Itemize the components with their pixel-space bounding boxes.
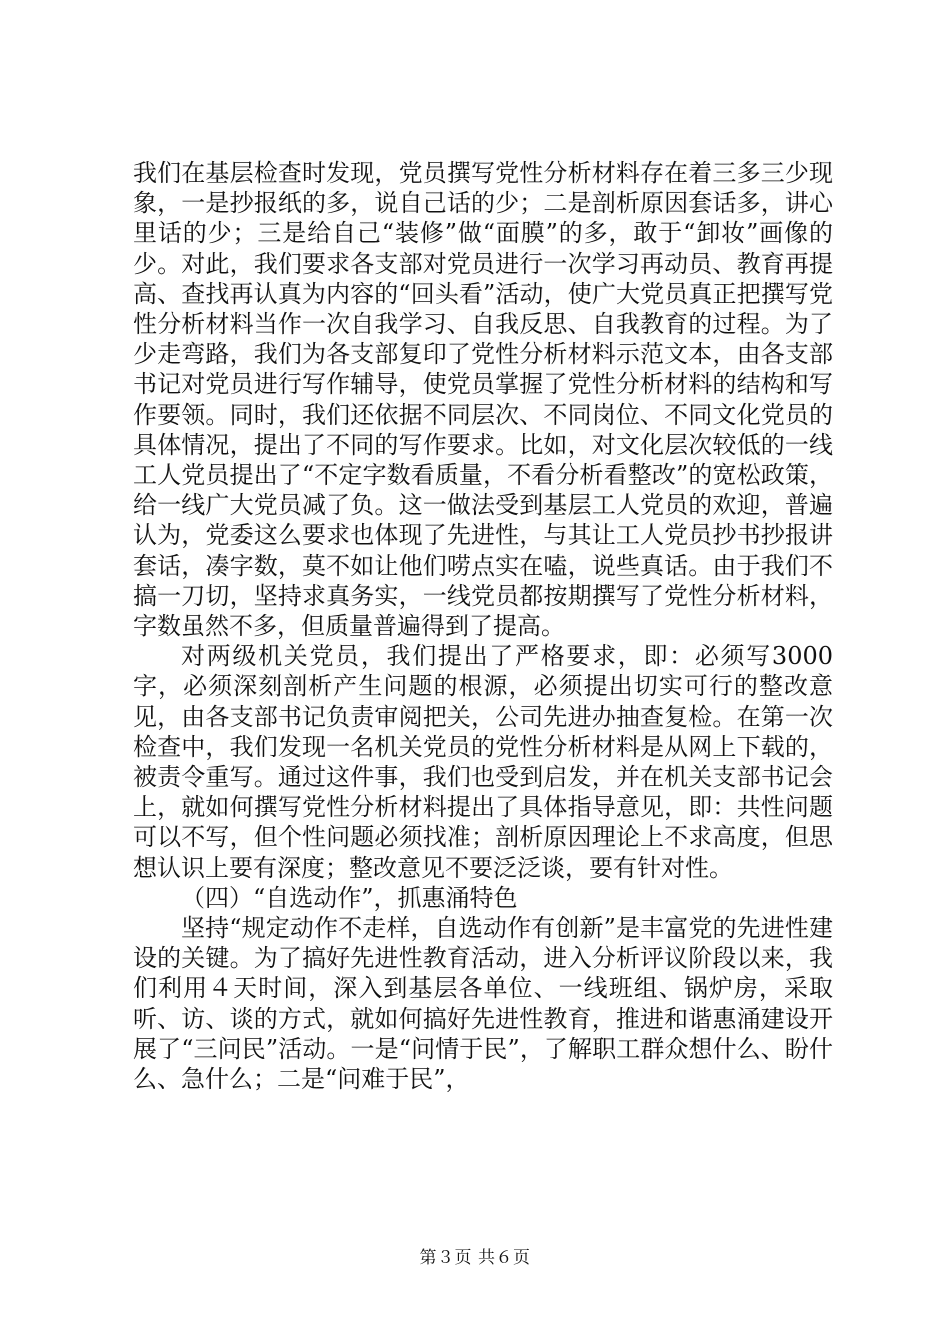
section-heading: （四）“自选动作”，抓惠涌特色: [181, 883, 518, 912]
paragraph-optional-actions: 坚持“规定动作不走样，自选动作有创新”是丰富党的先进性建设的关键。为了搞好先进性教育活动，进入分析评议阶段以来，我们利用４天时间，深入到基层各单位、一线班组、锅炉房，采取听、访、谈的方式，就如何搞好先进性教育，推进和谐惠涌建设开展了“三问民”活动。一是“问情于民”，了解职工群众想什么、盼什么、急什么；二是“问难于民”，: [133, 914, 833, 1094]
page-footer: 第３页 共６页: [419, 1248, 531, 1268]
paragraph-organ-members: 对两级机关党员，我们提出了严格要求，即：必须写3000字，必须深刻剖析产生问题的根源，必须提出切实可行的整改意见，由各支部书记负责审阅把关，公司先进办抽查复检。在第一次检查中，我们发现一名机关党员的党性分析材料是从网上下载的，被责令重写。通过这件事，我们也受到启发，并在机关支部书记会上，就如何撰写党性分析材料提出了具体指导意见，即：共性问题可以不写，但个性问题必须找准；剖析原因理论上不求高度，但思想认识上要有深度；整改意见不要泛泛谈，要有针对性。: [133, 642, 833, 882]
document-body: [133, 158, 833, 1094]
paragraph-continuation: 我们在基层检查时发现，党员撰写党性分析材料存在着三多三少现象，一是抄报纸的多，说自己话的少；二是剖析原因套话多，讲心里话的少；三是给自己“装修”做“面膜”的多，敢于“卸妆”画像的少。对此，我们要求各支部对党员进行一次学习再动员、教育再提高、查找再认真为内容的“回头看”活动，使广大党员真正把撰写党性分析材料当作一次自我学习、自我反思、自我教育的过程。为了少走弯路，我们为各支部复印了党性分析材料示范文本，由各支部书记对党员进行写作辅导，使党员掌握了党性分析材料的结构和写作要领。同时，我们还依据不同层次、不同岗位、不同文化党员的具体情况，提出了不同的写作要求。比如，对文化层次较低的一线工人党员提出了“不定字数看质量，不看分析看整改”的宽松政策，给一线广大党员减了负。这一做法受到基层工人党员的欢迎，普遍认为，党委这么要求也体现了先进性，与其让工人党员抄书抄报讲套话，凑字数，莫不如让他们唠点实在嗑，说些真话。由于我们不搞一刀切，坚持求真务实，一线党员都按期撰写了党性分析材料，字数虽然不多，但质量普遍得到了提高。: [133, 159, 833, 641]
